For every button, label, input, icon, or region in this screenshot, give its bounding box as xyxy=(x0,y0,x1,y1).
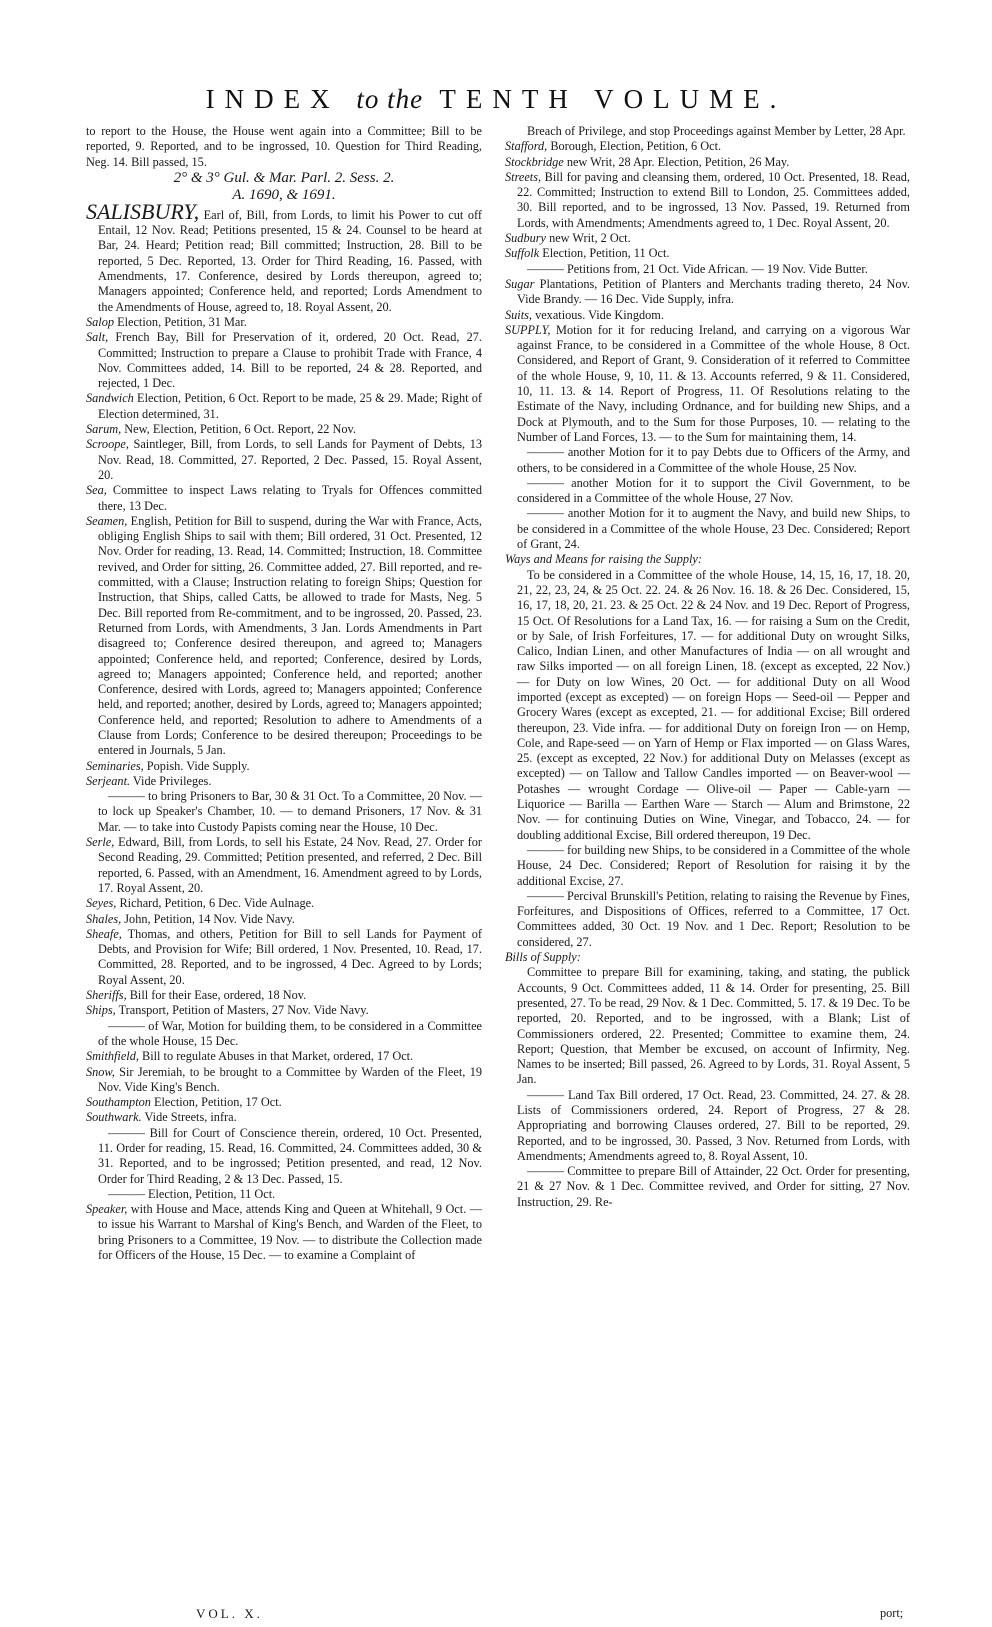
entry-text: ——— another Motion for it to augment the Navy, and build new Ships, to be considered in a Committee of the whole House, 23 Dec. Considered; Report of Grant, 24. xyxy=(517,506,910,552)
entry-text: Election, Petition, 6 Oct. Report to be made, 25 & 29. Made; Right of Election determined, 31. xyxy=(98,391,482,421)
index-entry xyxy=(505,170,910,231)
entry-text: Committee to inspect Laws relating to Tryals for Offences committed there, 13 Dec. xyxy=(98,483,482,513)
entry-text: ——— another Motion for it to pay Debts due to Officers of the Army, and others, to be considered in a Committee of the whole House, 25 Nov. xyxy=(517,445,910,475)
entry-heading: Ways and Means for raising the Supply: xyxy=(505,552,702,567)
index-entry xyxy=(86,198,482,315)
entry-text: Edward, Bill, from Lords, to sell his Estate, 24 Nov. Read, 27. Order for Second Reading, 29. Committed; Petition presented, and referred, 2 Dec. Bill reported, 6. Passed, with an Amendment, 16. Amendment agreed to by Lords, 17. Royal Assent, 20. xyxy=(98,835,482,895)
entry-text: Richard, Petition, 6 Dec. Vide Aulnage. xyxy=(116,896,315,911)
entry-text: Vide Streets, infra. xyxy=(141,1110,237,1125)
entry-heading: Sea, xyxy=(86,483,107,498)
right-column xyxy=(505,124,910,1210)
index-entry xyxy=(86,896,482,911)
index-entry xyxy=(505,139,910,154)
index-entry xyxy=(86,759,482,774)
index-entry xyxy=(505,231,910,246)
entry-heading: Serjeant. xyxy=(86,773,131,788)
entry-text: Committee to prepare Bill for examining, taking, and stating, the publick Accounts, 9 Oct. Committees added, 11 & 14. Order for presenting, 25. Bill presented, 27. To be read, 29 Nov. & 1 Dec. Committed, 5. 17. & 19 Dec. To be reported, 20. Reported, and to be ingrossed, with a Blank; List of Commissioners ordered, 22. Presented; Committee to examine them, 24. Report; Question, that Member be excused, on account of Infirmity, Neg. Names to be inserted; Bill passed, 26. Agreed to by Lords, 31. Royal Assent, 5 Jan. xyxy=(517,965,910,1087)
index-entry xyxy=(86,1003,482,1018)
index-entry xyxy=(86,1187,482,1202)
entry-text: Sir Jeremiah, to be brought to a Committee by Warden of the Fleet, 19 Nov. Vide King's Bench. xyxy=(98,1064,482,1094)
entry-text: Breach of Privilege, and stop Proceedings against Member by Letter, 28 Apr. xyxy=(527,124,906,138)
volume-signature: VOL. X. xyxy=(196,1606,263,1621)
index-entry xyxy=(505,1088,910,1164)
index-entry xyxy=(86,1126,482,1187)
entry-text: Bill to regulate Abuses in that Market, ordered, 17 Oct. xyxy=(138,1049,414,1064)
entry-text: new Writ, 2 Oct. xyxy=(546,231,631,246)
entry-heading: Speaker, xyxy=(86,1202,128,1217)
index-entry xyxy=(86,1065,482,1096)
index-entry xyxy=(505,1164,910,1210)
index-entry xyxy=(86,774,482,789)
index-entry xyxy=(86,835,482,896)
entry-heading: Southwark. xyxy=(86,1110,142,1125)
index-entry xyxy=(505,155,910,170)
entry-heading: Stockbridge xyxy=(505,154,564,169)
entry-text: Transport, Petition of Masters, 27 Nov. Vide Navy. xyxy=(115,1003,369,1018)
entry-heading: Suits, xyxy=(505,307,532,322)
entry-text: ——— another Motion for it to support the Civil Government, to be considered in a Committee of the whole House, 27 Nov. xyxy=(517,475,910,506)
page-title xyxy=(0,84,992,115)
index-entry xyxy=(505,124,910,139)
intro-text: to report to the House, the House went again into a Committee; Bill to be reported, 9. Reported, and to be ingrossed, 10. Question for Third Reading, Neg. 14. Bill passed, 15. xyxy=(86,124,482,169)
title-volume: TENTH VOLUME. xyxy=(439,84,787,114)
entry-text: Plantations, Petition of Planters and Merchants trading thereto, 24 Nov. Vide Brandy. — 16 Dec. Vide Supply, infra. xyxy=(517,276,910,307)
entry-text: Saintleger, Bill, from Lords, to sell Lands for Payment of Debts, 13 Nov. Read, 18. Committed, 27. Reported, 2 Dec. Passed, 15. Royal Assent, 20. xyxy=(98,437,482,482)
entry-heading: Stafford, xyxy=(505,139,548,154)
index-entry xyxy=(86,1095,482,1110)
entry-text: Election, Petition, 11 Oct. xyxy=(539,246,670,261)
index-entry xyxy=(86,789,482,835)
entry-text: ——— Percival Brunskill's Petition, relating to raising the Revenue by Fines, Forfeitures, and Dispositions of Offices, referred to a Committee, 17 Oct. Committees added, 30 Oct. 19 Nov. and 1 Dec. Report; Resolution to be considered, 27. xyxy=(517,888,910,949)
entry-heading: Seminaries, xyxy=(86,758,144,773)
entry-text: new Writ, 28 Apr. Election, Petition, 26 May. xyxy=(563,154,790,169)
index-entry xyxy=(86,422,482,437)
entry-text: ——— for building new Ships, to be considered in a Committee of the whole House, 24 Dec. Considered; Report of Resolution for raising it by the additional Excise, 27. xyxy=(517,842,910,888)
entry-heading: SALISBURY, xyxy=(86,198,200,224)
title-index: INDEX xyxy=(205,84,340,114)
entry-text: Vide Privileges. xyxy=(130,773,212,788)
entry-text: French Bay, Bill for Preservation of it, ordered, 20 Oct. Read, 27. Committed; Instruction to prepare a Clause to prohibit Trade with France, 4 Nov. Committees added, 14. Bill to be reported, 24 & 28. Reported, and rejected, 1 Dec. xyxy=(98,330,482,391)
title-to-the: to the xyxy=(356,84,424,114)
index-entry xyxy=(86,315,482,330)
entry-heading: Shales, xyxy=(86,911,122,926)
index-entry xyxy=(86,514,482,759)
entry-heading: Ships, xyxy=(86,1003,116,1018)
entry-text: Election, Petition, 17 Oct. xyxy=(150,1095,282,1110)
entry-text: ——— to bring Prisoners to Bar, 30 & 31 Oct. To a Committee, 20 Nov. — to lock up Speaker's Chamber, 10. — to demand Prisoners, 17 Nov. & 31 Mar. — to take into Custody Papists coming near the House, 10 Dec. xyxy=(98,789,482,834)
entry-text: Election, Petition, 31 Mar. xyxy=(114,314,247,329)
index-entry xyxy=(505,277,910,308)
index-entry xyxy=(505,476,910,507)
entry-text: ——— Election, Petition, 11 Oct. xyxy=(108,1186,276,1201)
index-entry xyxy=(505,506,910,552)
entry-text: ——— of War, Motion for building them, to be considered in a Committee of the whole House, 15 Dec. xyxy=(98,1018,482,1048)
catchword: port; xyxy=(880,1606,904,1620)
entry-text: ——— Committee to prepare Bill of Attainder, 22 Oct. Order for presenting, 21 & 27 Nov. & 1 Dec. Committee revived, and Order for sitting, 27 Nov. Instruction, 29. Re- xyxy=(517,1164,910,1209)
entry-heading: SUPPLY, xyxy=(505,322,551,337)
index-entry xyxy=(86,1019,482,1050)
right-entries xyxy=(505,124,910,1210)
index-entry xyxy=(86,330,482,391)
entry-heading: Sandwich xyxy=(86,391,134,406)
entry-text: English, Petition for Bill to suspend, during the War with France, Acts, obliging English Ships to sail with them; Bill ordered, 31 Oct. Presented, 12 Nov. Order for reading, 13. Read, 14. Committed; Instruction, 18. Committee revived, and Order for sitting, 26. Committee added, 27. Bill reported, and re-committed, with a Clause; Instruction relating to foreign Ships; Question for Instruction, that Ships, called Catts, be allowed to trade for Masts, Neg. 5 Dec. Bill reported from Re-commitment, and to be ingrossed, 20. Passed, 23. Returned from Lords, with Amendments, 3 Jan. Lords Amendments in Part disagreed to; Conference desired thereupon, and agreed to; Managers appointed; Conference held, and reported; Conference, desired by Lords, agreed to; Managers appointed; Conference held, and reported; another Conference, desired with Lords, agreed to; Managers appointed; Conference held, and reported; another, desired by Lords, agreed to; Managers appointed; Conference held, and reported; Resolution to adhere to Amendments of a Clause from Lords; Conference to be desired thereupon; Proceedings to be entered in Journals, 5 Jan. xyxy=(98,513,482,758)
entry-heading: Salop xyxy=(86,314,115,329)
entry-heading: Sheriffs, xyxy=(86,988,127,1003)
index-entry xyxy=(86,927,482,988)
index-entry xyxy=(505,323,910,445)
index-entry xyxy=(505,965,910,1087)
index-entry xyxy=(505,843,910,889)
index-entry xyxy=(86,391,482,422)
index-entry xyxy=(505,262,910,277)
entry-heading: Smithfield, xyxy=(86,1049,139,1064)
index-entry xyxy=(505,445,910,476)
index-entry xyxy=(505,552,910,567)
entry-heading: Bills of Supply: xyxy=(505,950,581,965)
entry-heading: Sheafe, xyxy=(86,926,122,941)
entry-heading: Streets, xyxy=(505,169,542,184)
left-column xyxy=(86,124,482,1263)
index-entry xyxy=(505,950,910,965)
session-heading-2: A. 1690, & 1691. xyxy=(232,186,336,203)
entry-heading: Scroope, xyxy=(86,437,129,452)
entry-heading: Seyes, xyxy=(86,896,117,911)
entry-heading: Sarum, xyxy=(86,422,122,437)
entry-text: ——— Petitions from, 21 Oct. Vide African. — 19 Nov. Vide Butter. xyxy=(527,261,868,276)
entry-heading: Sugar xyxy=(505,276,535,291)
entry-heading: Suffolk xyxy=(505,246,540,261)
index-entry xyxy=(86,1110,482,1125)
entry-text: Bill for their Ease, ordered, 18 Nov. xyxy=(126,988,307,1003)
entry-text: ——— Land Tax Bill ordered, 17 Oct. Read, 23. Committed, 24. 27. & 28. Lists of Commissioners ordered, 24. Report of Progress, 27 & 28. Appropriating and borrowing Clauses ordered, 27. Bill to be reported, 29. Reported, and to be ingrossed, 30. Passed, 3 Nov. Returned from Lords, with Amendments; Amendments agreed to, 8. Royal Assent, 10. xyxy=(517,1087,910,1163)
entry-text: vexatious. Vide Kingdom. xyxy=(532,307,664,322)
index-entry xyxy=(505,889,910,950)
entry-text: ——— Bill for Court of Conscience therein, ordered, 10 Oct. Presented, 11. Order for reading, 15. Read, 16. Committed, 24. Committees added, 30 & 31. Reported, and to be ingrossed; Petition presented, and read, 12 Nov. Order for Third Reading, 2 & 13 Dec. Passed, 15. xyxy=(98,1125,482,1186)
entry-text: To be considered in a Committee of the whole House, 14, 15, 16, 17, 18. 20, 21, 22, 23, 24, & 25 Oct. 22. 24. & 26 Nov. 16. 18. & 26 Dec. Considered, 15, 16, 17, 18, 20, 21. 23. & 25 Oct. 22 & 24 Nov. and 19 Dec. Report of Progress, 15 Oct. Of Resolutions for a Land Tax, 16. — for raising a Sum on the Credit, or by Sale, of Irish Forfeitures, 17. — for additional Duty on wrought Silks, Calico, Indian Linen, and other Manufactures of India — on all wrought and raw Silks imported — on all foreign Linen, 18. (except as excepted, 22 Nov.) — for Duty on low Wines, 20 Oct. — for additional Duty on all Wood imported (except as excepted) — on foreign Hops — Seed-oil — Pepper and Grocery Wares (except as excepted, 21. — for additional Excise; Bill ordered thereupon, 23. Vide infra. — for additional Duty on foreign Iron — on Hemp, Cole, and Rape-seed — on Yarn of Hemp or Flax imported — on Glass Wares, 25. (except as excepted, 22 Nov.) for additional Duty on Melasses (except as excepted) — on Tallow and Tallow Candles imported — on Beaver-wool — Potashes — wrought Cordage — Olive-oil — Paper — Cable-yarn — Liquorice — Barilla — Earthen Ware — Starch — Alum and Brimstone, 22 Nov. — for continuing Duties on Wine, Vinegar, and Tobacco, 24. — for doubling additional Excise, Bill ordered thereupon, 19 Dec. xyxy=(517,567,910,842)
index-entry xyxy=(86,1202,482,1263)
index-entry xyxy=(86,1049,482,1064)
entry-heading: Snow, xyxy=(86,1064,115,1079)
entry-text: Earl of, Bill, from Lords, to limit his Power to cut off Entail, 12 Nov. Read; Petitions presented, 15 & 24. Counsel to be heard at Bar, 24. Heard; Petition read; Bill committed; Instruction, 28. Bill to be reported, 5 Dec. Reported, 13. Order for Third Reading, 16. Passed, with Amendments, 17. Conference, desired by Lords thereupon, agreed to; Managers appointed; Conference held, and reported; Lords Amendment to the Amendments of House, agreed to, 18. Royal Assent, 20. xyxy=(98,207,482,314)
entry-text: Bill for paving and cleansing them, ordered, 10 Oct. Presented, 18. Read, 22. Committed; Instruction to extend Bill to London, 25. Committees added, 30. Bill reported, and to be ingrossed, 13 Nov. Passed, 19. Returned from Lords, with Amendments; Amendments agreed to, 1 Dec. Royal Assent, 20. xyxy=(517,169,910,230)
index-entry xyxy=(86,483,482,514)
entry-text: Motion for it for reducing Ireland, and carrying on a vigorous War against France, to be considered in a Committee of the whole House, 8 Oct. Considered, and Report of Grant, 9. Consideration of it referred to Committee of the whole House, 9, 10, 11. & 13. Accounts referred, 9 & 11. Considered, 10, 11. 13. & 14. Report of Progress, 11. Of Resolutions relating to the Estimate of the Navy, including Ordnance, and for building new Ships, and a Dock at Plymouth, and to the Sum for those Purposes, 10. — relating to the Number of Land Forces, 13. — to the Sum for maintaining them, 14. xyxy=(517,322,910,444)
entry-text: Popish. Vide Supply. xyxy=(143,758,250,773)
entry-heading: Seamen, xyxy=(86,513,128,528)
entry-text: New, Election, Petition, 6 Oct. Report, 22 Nov. xyxy=(121,422,356,437)
session-heading-1: 2° & 3° Gul. & Mar. Parl. 2. Sess. 2. xyxy=(173,169,395,186)
left-entries xyxy=(86,198,482,1263)
entry-heading: Salt, xyxy=(86,330,109,345)
index-entry xyxy=(86,437,482,483)
index-entry xyxy=(505,568,910,843)
entry-text: Borough, Election, Petition, 6 Oct. xyxy=(547,139,722,154)
index-entry xyxy=(86,988,482,1003)
entry-heading: Serle, xyxy=(86,835,115,850)
entry-heading: Sudbury xyxy=(505,231,546,246)
entry-text: with House and Mace, attends King and Queen at Whitehall, 9 Oct. — to issue his Warrant to Marshal of King's Bench, and Warden of the Fleet, to bring Prisoners to a Committee, 19 Nov. — to distribute the Collection made for Officers of the House, 15 Dec. — to examine a Complaint of xyxy=(98,1202,482,1263)
index-entry xyxy=(86,912,482,927)
entry-text: John, Petition, 14 Nov. Vide Navy. xyxy=(121,911,295,926)
entry-heading: Southampton xyxy=(86,1095,151,1110)
index-entry xyxy=(505,308,910,323)
index-entry xyxy=(505,246,910,261)
entry-text: Thomas, and others, Petition for Bill to sell Lands for Payment of Debts, and Provision for Wife; Bill ordered, 1 Nov. Presented, 10. Read, 17. Committed, 28. Reported, and to be ingrossed, 4 Dec. Agreed to by Lords; Royal Assent, 20. xyxy=(98,926,482,987)
